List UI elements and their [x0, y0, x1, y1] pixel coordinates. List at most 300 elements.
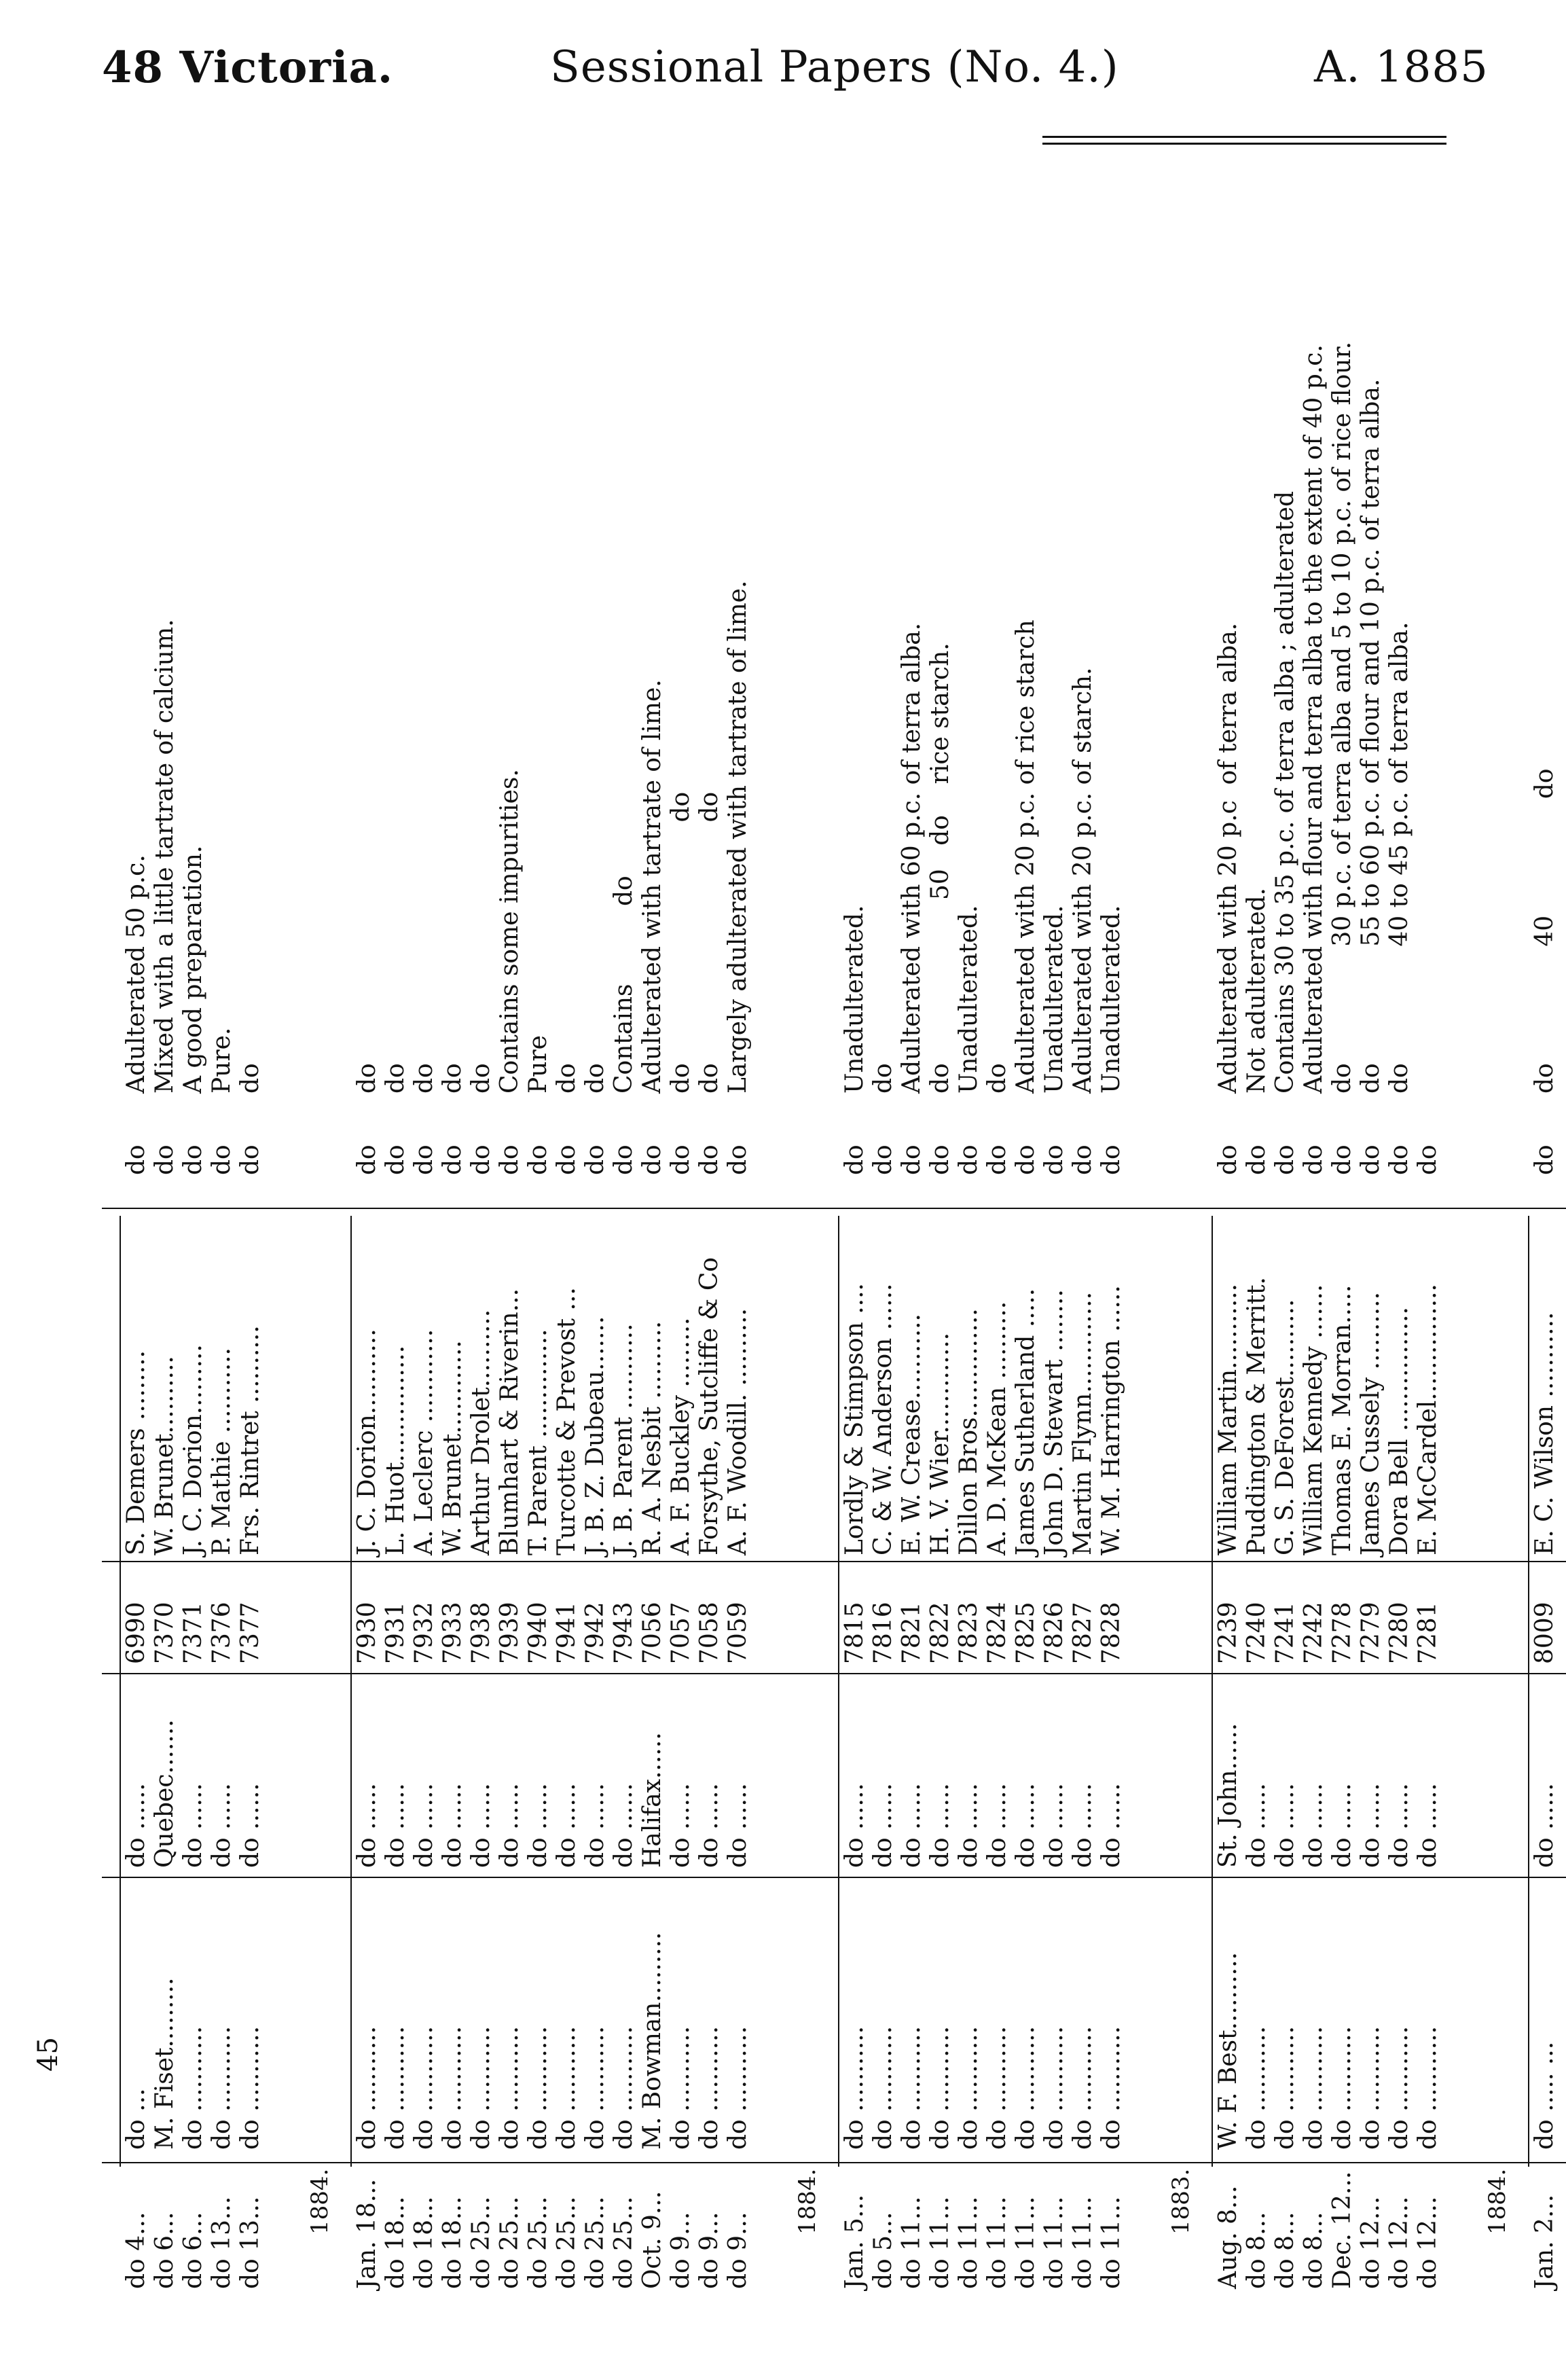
ledger-group	[841, 149, 1126, 2303]
sample-number-cell: 7942	[581, 1602, 609, 1664]
date-cell: do 13...	[236, 2196, 264, 2289]
sample-number-cell: 7930	[353, 1602, 381, 1664]
date-cell: do 8...	[1300, 2212, 1328, 2289]
result-cell: do	[236, 1063, 264, 1094]
date-cell: do 11...	[1097, 2196, 1125, 2289]
article-cell: do	[1328, 1144, 1356, 1175]
result-cell: do 40 do	[1531, 768, 1559, 1094]
date-cell: do 4...	[122, 2212, 150, 2289]
table-row	[439, 149, 467, 2303]
result-cell: Adulterated 50 p.c.	[122, 854, 150, 1094]
article-cell: do	[638, 1144, 666, 1175]
collector-cell: do ...........	[983, 2025, 1011, 2150]
collector-cell: do ...........	[1328, 2025, 1356, 2150]
result-cell: do	[983, 1063, 1011, 1094]
vendor-cell: John D. Stewart ........	[1040, 1289, 1068, 1555]
article-cell: do	[667, 1144, 695, 1175]
group-divider	[1212, 1216, 1213, 2167]
sample-number-cell: 7239	[1214, 1602, 1242, 1664]
collector-cell: do ...........	[1069, 2025, 1097, 2150]
collector-cell: do ...........	[1414, 2025, 1442, 2150]
place-cell: do ......	[1357, 1783, 1385, 1868]
collector-cell: do ...........	[353, 2025, 381, 2150]
date-cell: Oct. 9...	[638, 2190, 666, 2289]
article-cell: do	[496, 1144, 524, 1175]
collector-cell: do ...........	[1012, 2025, 1040, 2150]
collector-cell: do ...........	[1040, 2025, 1068, 2150]
article-cell: do	[1300, 1144, 1328, 1175]
article-cell: do	[869, 1144, 897, 1175]
sample-number-cell: 7939	[496, 1602, 524, 1664]
table-row	[955, 149, 983, 2303]
place-cell: do ......	[1069, 1783, 1097, 1868]
place-cell: do ......	[926, 1783, 954, 1868]
place-cell: do ......	[122, 1783, 150, 1868]
article-cell: do	[439, 1144, 467, 1175]
collector-cell: do ...........	[524, 2025, 552, 2150]
vendor-cell: P. Mathie ...........	[208, 1348, 236, 1555]
sample-number-cell: 7827	[1069, 1602, 1097, 1664]
vendor-cell: E. McCardel...............	[1414, 1284, 1442, 1555]
group-divider	[120, 1216, 121, 2167]
article-cell: do	[553, 1144, 581, 1175]
place-cell: do ......	[869, 1783, 897, 1868]
date-cell: do 8...	[1243, 2212, 1271, 2289]
place-cell: Quebec.......	[151, 1719, 179, 1868]
collector-cell: do ...	[122, 2088, 150, 2150]
sample-number-cell: 7058	[695, 1602, 723, 1664]
date-cell: Jan. 5...	[841, 2194, 869, 2289]
result-cell: do do	[695, 791, 723, 1094]
vendor-cell: Frs. Rintret ..........	[236, 1325, 264, 1555]
place-cell: do ......	[1271, 1783, 1299, 1868]
result-cell: do	[382, 1063, 409, 1094]
sample-number-cell: 7826	[1040, 1602, 1068, 1664]
result-cell: do do	[667, 791, 695, 1094]
sample-number-cell: 7824	[983, 1602, 1011, 1664]
date-cell: do 25...	[467, 2196, 495, 2289]
vendor-cell: S. Demers .........	[122, 1350, 150, 1555]
sample-number-cell: 7371	[179, 1602, 207, 1664]
date-cell: do 11...	[898, 2196, 926, 2289]
article-cell: do	[955, 1144, 983, 1175]
vendor-cell: Dora Bell ................	[1385, 1307, 1413, 1555]
table-row	[724, 149, 752, 2303]
date-cell: do 6...	[151, 2212, 179, 2289]
date-cell: do 11...	[955, 2196, 983, 2289]
article-cell: do	[724, 1144, 752, 1175]
date-cell: do 25...	[581, 2196, 609, 2289]
vendor-cell: W. Brunet............	[439, 1340, 467, 1555]
vendor-cell: James Cussely ..........	[1357, 1292, 1385, 1555]
date-cell: do 6...	[179, 2212, 207, 2289]
collector-cell: W. F. Best..........	[1214, 1952, 1242, 2150]
vendor-cell: William Kennedy .......	[1300, 1284, 1328, 1555]
result-cell: do	[581, 1063, 609, 1094]
result-cell: do 50 do rice starch.	[926, 643, 954, 1094]
collector-cell: do ...........	[926, 2025, 954, 2150]
table-row	[179, 149, 208, 2303]
collector-cell: do ...........	[955, 2025, 983, 2150]
header-center: Sessional Papers (No. 4.)	[550, 42, 1119, 92]
date-cell: do 25...	[553, 2196, 581, 2289]
collector-cell: do ..... ...	[1531, 2041, 1559, 2150]
article-cell: do	[353, 1144, 381, 1175]
year-heading: 1884.	[794, 2168, 821, 2235]
date-cell: do 12...	[1385, 2196, 1413, 2289]
place-cell: do ......	[410, 1783, 438, 1868]
header-right: A. 1885	[1314, 42, 1489, 92]
vendor-cell: E. W. Crease...........	[898, 1314, 926, 1555]
vendor-cell: Thomas E. Morran.....	[1328, 1284, 1356, 1555]
article-cell: do	[983, 1144, 1011, 1175]
place-cell: do ......	[724, 1783, 752, 1868]
result-cell: Adulterated with tartrate of lime.	[638, 679, 666, 1094]
result-cell: A good preparation.	[179, 845, 207, 1094]
article-cell: do	[695, 1144, 723, 1175]
date-cell: Dec. 12...	[1328, 2171, 1356, 2289]
table-row	[926, 149, 955, 2303]
article-cell: do	[382, 1144, 409, 1175]
result-cell: Contains some impurities.	[496, 769, 524, 1094]
date-cell: do 9...	[667, 2212, 695, 2289]
table-row	[841, 149, 869, 2303]
table-row	[1012, 149, 1040, 2303]
collector-cell: do ...........	[869, 2025, 897, 2150]
collector-cell: do ...........	[1097, 2025, 1125, 2150]
table-row	[1040, 149, 1069, 2303]
table-row	[467, 149, 496, 2303]
place-cell: do ......	[353, 1783, 381, 1868]
article-cell: do	[524, 1144, 552, 1175]
table-row	[1300, 149, 1328, 2303]
vendor-cell: A. Leclerc ............	[410, 1329, 438, 1555]
collector-cell: do ...........	[179, 2025, 207, 2150]
table-row	[353, 149, 382, 2303]
collector-cell: do ...........	[667, 2025, 695, 2150]
collector-cell: do ...........	[382, 2025, 409, 2150]
sample-number-cell: 7933	[439, 1602, 467, 1664]
article-cell: do	[1069, 1144, 1097, 1175]
collector-cell: do ...........	[1271, 2025, 1299, 2150]
article-cell: do	[410, 1144, 438, 1175]
vendor-cell: Lordly & Stimpson ....	[841, 1283, 869, 1555]
vendor-cell: G. S. DeForest..........	[1271, 1299, 1299, 1555]
sample-number-cell: 7940	[524, 1602, 552, 1664]
result-cell: do 30 p.c. of terra alba and 5 to 10 p.c. of rice flour.	[1328, 341, 1356, 1094]
collector-cell: do ...........	[724, 2025, 752, 2150]
collector-cell: do ...........	[553, 2025, 581, 2150]
article-cell: do	[1414, 1144, 1442, 1175]
date-cell: do 12...	[1357, 2196, 1385, 2289]
page-number: 45	[33, 2037, 64, 2072]
column-rule	[102, 1673, 1566, 1674]
article-cell: do	[467, 1144, 495, 1175]
place-cell: do ......	[179, 1783, 207, 1868]
article-cell: do	[1385, 1144, 1413, 1175]
collector-cell: do ...........	[208, 2025, 236, 2150]
article-cell: do	[1097, 1144, 1125, 1175]
collector-cell: M. Bowman.........	[638, 1932, 666, 2150]
collector-cell: do ...........	[467, 2025, 495, 2150]
article-cell: do	[122, 1144, 150, 1175]
sample-number-cell: 7059	[724, 1602, 752, 1664]
vendor-cell: J. B. Parent ...........	[610, 1323, 638, 1555]
collector-cell: do ...........	[695, 2025, 723, 2150]
sample-number-cell: 7278	[1328, 1602, 1356, 1664]
collector-cell: do ...........	[610, 2025, 638, 2150]
sample-number-cell: 7370	[151, 1602, 179, 1664]
result-cell: do	[467, 1063, 495, 1094]
result-cell: Adulterated with 20 p.c. of starch.	[1069, 667, 1097, 1094]
collector-cell: do ...........	[1243, 2025, 1271, 2150]
result-cell: Mixed with a little tartrate of calcium.	[151, 619, 179, 1094]
date-cell: do 13...	[208, 2196, 236, 2289]
sample-number-cell: 7279	[1357, 1602, 1385, 1664]
table-row	[898, 149, 926, 2303]
place-cell: do ......	[1243, 1783, 1271, 1868]
collector-cell: do ...........	[898, 2025, 926, 2150]
article-cell: do	[1271, 1144, 1299, 1175]
result-cell: Unadulterated.	[1097, 905, 1125, 1094]
article-cell: do	[926, 1144, 954, 1175]
table-row	[638, 149, 667, 2303]
table-row	[553, 149, 581, 2303]
table-row	[1243, 149, 1271, 2303]
table-row	[1069, 149, 1097, 2303]
table-row	[236, 149, 265, 2303]
place-cell: do ......	[236, 1783, 264, 1868]
table-row	[122, 149, 151, 2303]
result-cell: Adulterated with 20 p.c. of rice starch	[1012, 619, 1040, 1094]
collector-cell: do ...........	[1300, 2025, 1328, 2150]
place-cell: do ......	[467, 1783, 495, 1868]
result-cell: Contains 30 to 35 p.c. of terra alba ; adulterated	[1271, 490, 1299, 1094]
ledger-group	[1531, 149, 1559, 2303]
article-cell: do	[236, 1144, 264, 1175]
vendor-cell: Arthur Drolet..........	[467, 1309, 495, 1555]
header-rule-top	[1042, 136, 1446, 138]
column-rule	[102, 1561, 1566, 1562]
result-cell: Contains do	[610, 876, 638, 1094]
date-cell: do 11...	[1069, 2196, 1097, 2289]
column-rule	[102, 1877, 1566, 1878]
sample-number-cell: 7941	[553, 1602, 581, 1664]
vendor-cell: James Sutherland .....	[1012, 1288, 1040, 1555]
table-row	[1414, 149, 1442, 2303]
date-cell: do 9...	[695, 2212, 723, 2289]
article-cell: do	[1214, 1144, 1242, 1175]
vendor-cell: T. Parent ..............	[524, 1329, 552, 1555]
result-cell: do	[439, 1063, 467, 1094]
collector-cell: do ...........	[439, 2025, 467, 2150]
sample-number-cell: 7815	[841, 1602, 869, 1664]
collector-cell: do ...........	[236, 2025, 264, 2150]
vendor-cell: Martin Flynn.............	[1069, 1291, 1097, 1555]
place-cell: do ......	[1012, 1783, 1040, 1868]
vendor-cell: Blumhart & Riverin...	[496, 1288, 524, 1555]
place-cell: do ......	[524, 1783, 552, 1868]
date-cell: Jan. 2...	[1531, 2194, 1559, 2289]
sample-number-cell: 7822	[926, 1602, 954, 1664]
sample-number-cell: 7241	[1271, 1602, 1299, 1664]
date-cell: do 11...	[926, 2196, 954, 2289]
vendor-cell: A. D. McKean ..........	[983, 1301, 1011, 1555]
date-cell: do 8...	[1271, 2212, 1299, 2289]
sample-number-cell: 7932	[410, 1602, 438, 1664]
date-cell: do 11...	[1040, 2196, 1068, 2289]
sample-number-cell: 6990	[122, 1602, 150, 1664]
date-cell: Jan. 18...	[353, 2178, 381, 2289]
vendor-cell: Turcotte & Prevost ...	[553, 1287, 581, 1555]
article-cell: do	[1012, 1144, 1040, 1175]
place-cell: do ......	[841, 1783, 869, 1868]
sample-number-cell: 7377	[236, 1602, 264, 1664]
column-rule	[102, 2162, 1566, 2163]
place-cell: do ......	[496, 1783, 524, 1868]
date-cell: do 18...	[410, 2196, 438, 2289]
result-cell: do 40 to 45 p.c. of terra alba.	[1385, 621, 1413, 1094]
date-cell: do 11...	[1012, 2196, 1040, 2289]
table-row	[1097, 149, 1126, 2303]
place-cell: do ......	[208, 1783, 236, 1868]
place-cell: do ......	[553, 1783, 581, 1868]
article-cell: do	[898, 1144, 926, 1175]
sample-number-cell: 7828	[1097, 1602, 1125, 1664]
sample-number-cell: 7056	[638, 1602, 666, 1664]
year-heading: 1883.	[1167, 2168, 1195, 2235]
place-cell: do ......	[1040, 1783, 1068, 1868]
place-cell: do ......	[1097, 1783, 1125, 1868]
article-cell: do	[1040, 1144, 1068, 1175]
sample-number-cell: 7280	[1385, 1602, 1413, 1664]
date-cell: do 9...	[724, 2212, 752, 2289]
vendor-cell: E. C. Wilson ...........	[1531, 1312, 1559, 1555]
table-row	[1531, 149, 1559, 2303]
date-cell: do 25...	[524, 2196, 552, 2289]
place-cell: do ......	[581, 1783, 609, 1868]
group-divider	[350, 1216, 352, 2167]
table-row	[695, 149, 724, 2303]
table-row	[610, 149, 638, 2303]
collector-cell: do ...........	[410, 2025, 438, 2150]
vendor-cell: A. F. Woodill. ..........	[724, 1308, 752, 1555]
article-cell: do	[581, 1144, 609, 1175]
ledger-group	[353, 149, 752, 2303]
date-cell: do 25...	[496, 2196, 524, 2289]
result-cell: do	[553, 1063, 581, 1094]
article-cell: do	[1531, 1144, 1559, 1175]
result-cell: do 55 to 60 p.c. of flour and 10 p.c. of terra alba.	[1357, 378, 1385, 1094]
vendor-cell: W. Brunet..........	[151, 1356, 179, 1555]
place-cell: do ......	[439, 1783, 467, 1868]
sample-number-cell: 7931	[382, 1602, 409, 1664]
table-row	[1271, 149, 1300, 2303]
place-cell: do ......	[898, 1783, 926, 1868]
vendor-cell: Puddington & Merritt.	[1243, 1277, 1271, 1555]
result-cell: Adulterated with flour and terra alba to the extent of 40 p.c.	[1300, 344, 1328, 1094]
sample-number-cell: 7943	[610, 1602, 638, 1664]
sample-number-cell: 7823	[955, 1602, 983, 1664]
rotated-table	[102, 149, 1559, 2303]
article-cell: do	[841, 1144, 869, 1175]
year-heading: 1884.	[306, 2168, 333, 2235]
sample-number-cell: 7816	[869, 1602, 897, 1664]
vendor-cell: R. A. Nesbit ..........	[638, 1320, 666, 1555]
article-cell: do	[1243, 1144, 1271, 1175]
place-cell: do ......	[1328, 1783, 1356, 1868]
sample-number-cell: 7938	[467, 1602, 495, 1664]
table-row	[1385, 149, 1414, 2303]
sample-number-cell: 7821	[898, 1602, 926, 1664]
table-row	[667, 149, 695, 2303]
place-cell: do ......	[1300, 1783, 1328, 1868]
place-cell: do ......	[1385, 1783, 1413, 1868]
sample-number-cell: 8009	[1531, 1602, 1559, 1664]
date-cell: do 11...	[983, 2196, 1011, 2289]
place-cell: do ......	[983, 1783, 1011, 1868]
vendor-cell: J. C. Dorion.........	[179, 1344, 207, 1555]
group-divider	[1528, 1216, 1529, 2167]
place-cell: do ......	[695, 1783, 723, 1868]
article-cell: do	[151, 1144, 179, 1175]
table-row	[496, 149, 524, 2303]
group-divider	[838, 1216, 839, 2167]
collector-cell: M. Fiset.........	[151, 1977, 179, 2150]
place-cell: do ......	[955, 1783, 983, 1868]
place-cell: St. John......	[1214, 1723, 1242, 1868]
collector-cell: do ...........	[581, 2025, 609, 2150]
result-cell: Largely adulterated with tartrate of lime.	[724, 580, 752, 1094]
ledger-group	[122, 149, 265, 2303]
vendor-cell: W. M. Harrington ......	[1097, 1285, 1125, 1555]
place-cell: do ......	[1531, 1783, 1559, 1868]
sample-number-cell: 7825	[1012, 1602, 1040, 1664]
table-row	[1214, 149, 1243, 2303]
date-cell: do 18...	[382, 2196, 409, 2289]
collector-cell: do ...........	[1357, 2025, 1385, 2150]
place-cell: do ......	[382, 1783, 409, 1868]
result-cell: Unadulterated.	[955, 905, 983, 1094]
place-cell: do ......	[610, 1783, 638, 1868]
result-cell: Not adulterated.	[1243, 888, 1271, 1094]
table-row	[151, 149, 179, 2303]
sample-number-cell: 7240	[1243, 1602, 1271, 1664]
result-cell: do	[410, 1063, 438, 1094]
article-cell: do	[179, 1144, 207, 1175]
vendor-cell: H. V. Wier.............	[926, 1332, 954, 1555]
date-cell: do 18...	[439, 2196, 467, 2289]
table-row	[410, 149, 439, 2303]
vendor-cell: C. & W. Anderson ......	[869, 1283, 897, 1555]
table-row	[524, 149, 553, 2303]
table-row	[869, 149, 898, 2303]
result-cell: Adulterated with 60 p.c. of terra alba.	[898, 622, 926, 1094]
result-cell: Pure	[524, 1035, 552, 1094]
date-cell: do 12...	[1414, 2196, 1442, 2289]
article-cell: do	[208, 1144, 236, 1175]
place-cell: Halifax......	[638, 1732, 666, 1868]
result-cell: Pure.	[208, 1027, 236, 1094]
table-row	[208, 149, 236, 2303]
place-cell: do ......	[1414, 1783, 1442, 1868]
table-row	[1328, 149, 1357, 2303]
table-row	[1357, 149, 1385, 2303]
vendor-cell: Forsythe, Sutcliffe & Co	[695, 1257, 723, 1555]
collector-cell: do ...........	[496, 2025, 524, 2150]
date-cell: do 25...	[610, 2196, 638, 2289]
date-cell: do 5...	[869, 2212, 897, 2289]
